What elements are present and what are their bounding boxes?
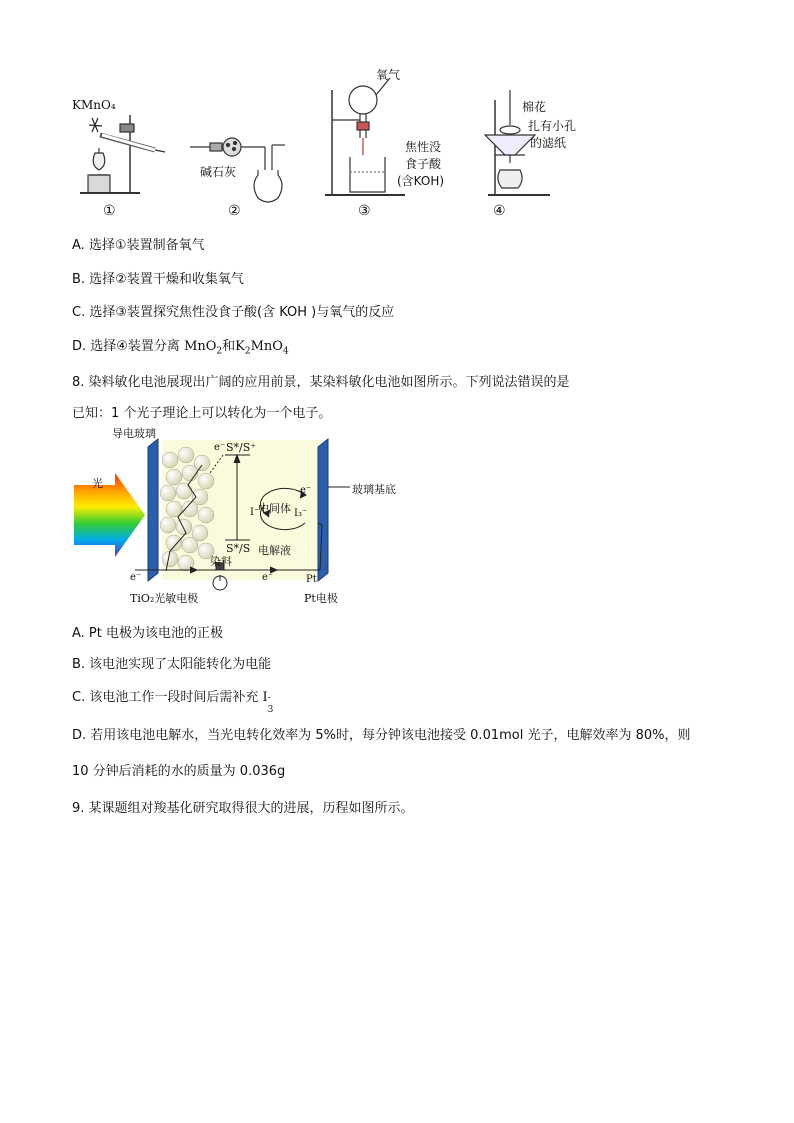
conductive-glass-plate bbox=[148, 439, 158, 581]
label-glass-base: 玻璃基底 bbox=[352, 483, 396, 496]
q7-option-d-prefix: D. 选择④装置分离 bbox=[72, 339, 185, 354]
label-dye: 染料 bbox=[210, 555, 232, 568]
label-electrolyte: 电解液 bbox=[258, 544, 291, 557]
label-conductive-glass: 导电玻璃 bbox=[112, 427, 156, 440]
label-e-right: e⁻ bbox=[300, 485, 312, 496]
label-pt-electrode: Pt电极 bbox=[304, 592, 338, 605]
q8-option-d-line1: D. 若用该电池电解水，当光电转化效率为 5%时，每分钟该电池接受 0.01mol 光子，电解效率为 80%，则 bbox=[72, 728, 691, 743]
formula-k2mno4: $K_2MnO_4$ bbox=[235, 339, 289, 357]
q9-stem: 9. 某课题组对羧基化研究取得很大的进展，历程如图所示。 bbox=[72, 801, 414, 816]
label-cotton: 棉花 bbox=[522, 100, 547, 114]
q8-stem: 8. 染料敏化电池展现出广阔的应用前景，某染料敏化电池如图所示。下列说法错误的是 bbox=[72, 375, 570, 390]
tio2-particles bbox=[160, 447, 214, 571]
q8-option-c bbox=[72, 686, 275, 715]
apparatus-number-4: ④ bbox=[493, 203, 506, 219]
label-i-minus: I⁻ bbox=[250, 507, 260, 518]
apparatus-number-1: ① bbox=[103, 203, 116, 219]
q7-option-d bbox=[72, 335, 289, 357]
apparatus-3-drawing bbox=[325, 78, 405, 195]
label-tio2-electrode: TiO₂光敏电极 bbox=[130, 592, 199, 605]
q8-option-c-prefix: C. 该电池工作一段时间后需补充 bbox=[72, 690, 263, 705]
formula-i3-minus: I - 3 bbox=[262, 690, 274, 715]
label-s-bottom: S*/S bbox=[226, 542, 251, 555]
label-intermediate: 中间体 bbox=[258, 502, 291, 515]
q8-known: 已知：1 个光子理论上可以转化为一个电子。 bbox=[72, 406, 332, 421]
label-pt-small: Pt bbox=[306, 574, 317, 585]
formula-mno2: MnO$_2$ bbox=[184, 339, 223, 357]
label-e-top: e⁻ bbox=[214, 442, 226, 453]
label-oxygen: 氧气 bbox=[376, 68, 401, 82]
q7-option-a: A. 选择①装置制备氧气 bbox=[72, 238, 205, 253]
q7-option-c: C. 选择③装置探究焦性没食子酸(含 KOH )与氧气的反应 bbox=[72, 305, 395, 320]
label-pyrogallol-2: 食子酸 bbox=[405, 157, 442, 171]
q8-option-d-line2: 10 分钟后消耗的水的质量为 0.036g bbox=[72, 764, 286, 779]
q8-option-b: B. 该电池实现了太阳能转化为电能 bbox=[72, 657, 272, 672]
light-arrow bbox=[74, 473, 145, 557]
label-s-top: S*/S⁺ bbox=[226, 441, 257, 454]
q8-figure bbox=[70, 425, 450, 610]
q7-figure bbox=[60, 60, 750, 230]
label-pyrogallol-1: 焦性没 bbox=[405, 140, 442, 154]
label-filter-2: 的滤纸 bbox=[530, 136, 567, 150]
apparatus-1-drawing bbox=[80, 115, 165, 193]
q8-option-a: A. Pt 电极为该电池的正极 bbox=[72, 626, 223, 641]
label-i3-minus: I₃⁻ bbox=[294, 508, 308, 519]
dye-cell-drawing bbox=[70, 425, 450, 610]
label-kmno4: KMnO₄ bbox=[72, 98, 116, 112]
q7-option-d-and: 和 bbox=[222, 339, 236, 354]
apparatus-number-3: ③ bbox=[358, 203, 371, 219]
glass-base-plate bbox=[318, 439, 328, 581]
q7-option-b: B. 选择②装置干燥和收集氧气 bbox=[72, 272, 244, 287]
label-e-left: e⁻ bbox=[130, 572, 142, 583]
label-light: 光 bbox=[92, 477, 103, 490]
label-pyrogallol-3: (含KOH) bbox=[397, 174, 445, 188]
label-soda-lime: 碱石灰 bbox=[200, 165, 237, 179]
label-filter-1: 扎有小孔 bbox=[528, 119, 577, 133]
apparatus-number-2: ② bbox=[228, 203, 241, 219]
label-e-bottom: e⁻ bbox=[262, 572, 274, 583]
